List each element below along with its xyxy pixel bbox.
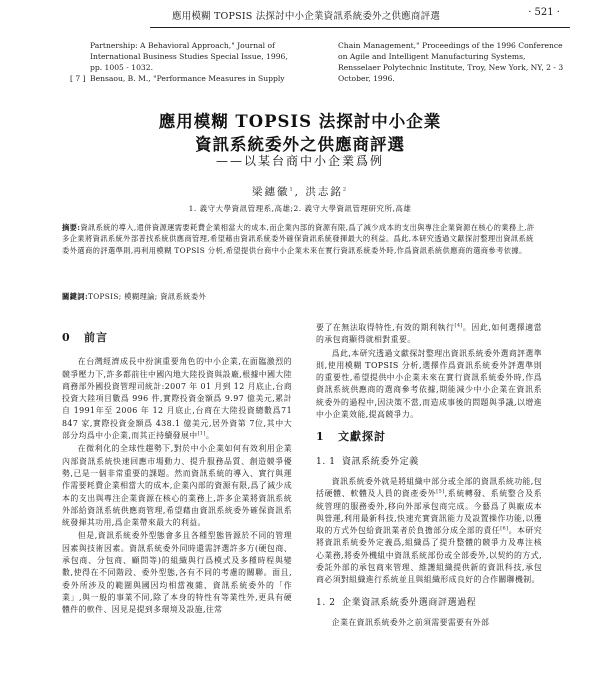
references-left (70, 40, 300, 84)
abstract-text: 資訊系統的導入,還併資源運需要耗費企業相當大的成本,而企業內部的資源有限,爲了減少成本的支出與專注企業資源在核心的業務上,許多企業將資訊系統外部普找系統供應商管理,希望藉由資訊系統委外確保資訊系統發揮最大的利益。爲此,本研究透過文獻探討整理出資訊系統委外選商的評選準則,再利用模糊 TOPSIS 分析,希望提供台商中小企業未來在實行資訊系統委外時,作爲資訊系統供應商的選商參考依據。 (62, 223, 535, 255)
paragraph: 在微利化的全球性趨勢下,對於中小企業如何有效利用企業內部資訊系統快速回應市場動力、提升服務品質、創造競爭優勢,已是一個非常重要的課題。然而資訊系統的導入、實行與運作需要耗費企業相當大的成本,企業內部的資源有限,爲了減少成本的支出與專注企業資源在核心的業務上,許多企業將資訊系統外部給資訊系統供應商管理,希望藉由資訊系統委外確保資訊系統發揮其功用,爲企業帶來最大的利益。 (62, 444, 292, 528)
references-right (338, 40, 568, 84)
paragraph: 但是,資訊系統委外型態會多且各種型態皆源於不同的管理因素與技術因素。資訊系統委外同時還需評選許多方(硬包商、承包商、分包商、顧問等)的組織與行爲模式及多種時程與變數,使得在不同階段、委外型態,各有不同的考慮的關聯。面且,委外所涉及的範圍與國因均相當複雜、資訊系統委外的「作業」,與一般的事業不同,除了本身的特性有等業性外,更具有硬體件的軟件、因見是提到多環境及設施,往常 (62, 531, 292, 615)
paragraph: 企業在資訊系統委外之前須需要需要有外部 (331, 617, 490, 627)
reference-item: [ 7 ] Bensaou, B. M., "Performance Measures in Supply (70, 74, 285, 83)
paragraph: 資訊系統委外就是將組織中部分或全部的資訊系統功能,包括硬體、軟體及人員的資產委外[5],系統轉發、系統整合及系統管理的服務委外,移向外部承包商完成。今藝爲了與廠成本與營運,利用最新科技,快速充實資訊能力及設置操作功能,以獲取的方式外包給資訊業者於負擔部分成全部的責任[6]。本研究將資訊系統委外定義爲,組織爲了提升整體的競爭力及專注核心業務,將委外機組中資訊系統部份或全部委外,以契約的方式,委託外部的承包商來管理、維護組織提供新的資訊科技,承包商必須對組織進行系統並且與組織形成良好的合作關聯機制。 (316, 476, 542, 585)
subsection-heading-1-1: 1. 1 資訊系統委外定義 (316, 456, 419, 467)
keywords-text: TOPSIS; 模糊理論; 資訊系統委外 (87, 292, 207, 301)
affiliation: 1. 義守大學資訊管理系,高雄;2. 義守大學資訊管理研究所,高雄 (188, 204, 412, 213)
running-title: 應用模糊 TOPSIS 法探討中小企業資訊系統委外之供應商評選 (172, 11, 441, 22)
reference-item: Partnership: A Behavioral Approach," Journal of International Business Studies Special Issue, 1996, pp. 1005 - 1032. (90, 41, 288, 72)
authors: 梁鏸徽$^1$, 洪志銘$^2$ (251, 186, 349, 198)
paragraph: 爲此,本研究透過文獻探討整理出資訊系統委外選商評選準則,使用模糊 TOPSIS 分析,選擇作爲資訊系統委外評選準則的重要性,希望提供中小企業未來在實行資訊系統委外時,作爲資訊系統供應商的選商參考依據,期能減少中小企業在資訊系統委外的過程中,因決策不當,而造成事後的問題與爭議,以增進中小企業效能,提高競爭力。 (316, 348, 542, 420)
paper-title-line-1: 應用模糊 TOPSIS 法探討中小企業 (158, 112, 442, 131)
paragraph: 要了在無法取得特性,有效的期利執行[4]。因此,如何選擇適當的承包商顯得就相對重要。 (316, 322, 542, 345)
paragraph: 在台灣經濟成長中扮演重要角色的中小企業,在面臨激烈的競爭壓力下,許多都前往中國內地大陸投資與設廠,根據中國大陸商務部外國投資管理司統計:2007 年 01 月到 12 月底止,台商投資大陸項目數爲 996 件,實際投資金額爲 9.97 億美元,累計自 1991年至 2006 年 12 月底止,台商在大陸投資總數爲71 847 家,實際投資金額爲 438.1 億美元,居外資第 7位,其中大部分均爲中小企業,而其正持續發展中[1]。 (62, 357, 292, 441)
abstract-label: 摘要: (62, 223, 81, 232)
paper-title-line-2: 資訊系統委外之供應商評選 (195, 135, 405, 154)
keywords (62, 292, 538, 302)
reference-item: Chain Management," Proceedings of the 1996 Conference on Agile and Intelligent Manufacturing Systems, Rensselaer Polytechnic Institute, Troy, New York, NY, 2 - 3 October, 1996. (338, 41, 564, 83)
header-rule (150, 27, 570, 28)
author-2: 洪志銘 (305, 186, 343, 198)
paper-subtitle: ——以某台商中小企業爲例 (215, 154, 384, 168)
author-1: 梁鏸徽 (251, 186, 290, 198)
running-header (0, 0, 600, 30)
abstract (62, 222, 538, 256)
subsection-heading-1-2: 1. 2 企業資訊系統委外選商評選過程 (316, 597, 477, 608)
keywords-label: 關鍵詞: (62, 292, 88, 301)
left-column (62, 322, 292, 618)
page-number: · 521 · (528, 7, 560, 18)
right-column (316, 322, 542, 630)
section-heading-0: 0 前言 (62, 331, 108, 344)
section-heading-1: 1 文獻探討 (316, 430, 386, 444)
